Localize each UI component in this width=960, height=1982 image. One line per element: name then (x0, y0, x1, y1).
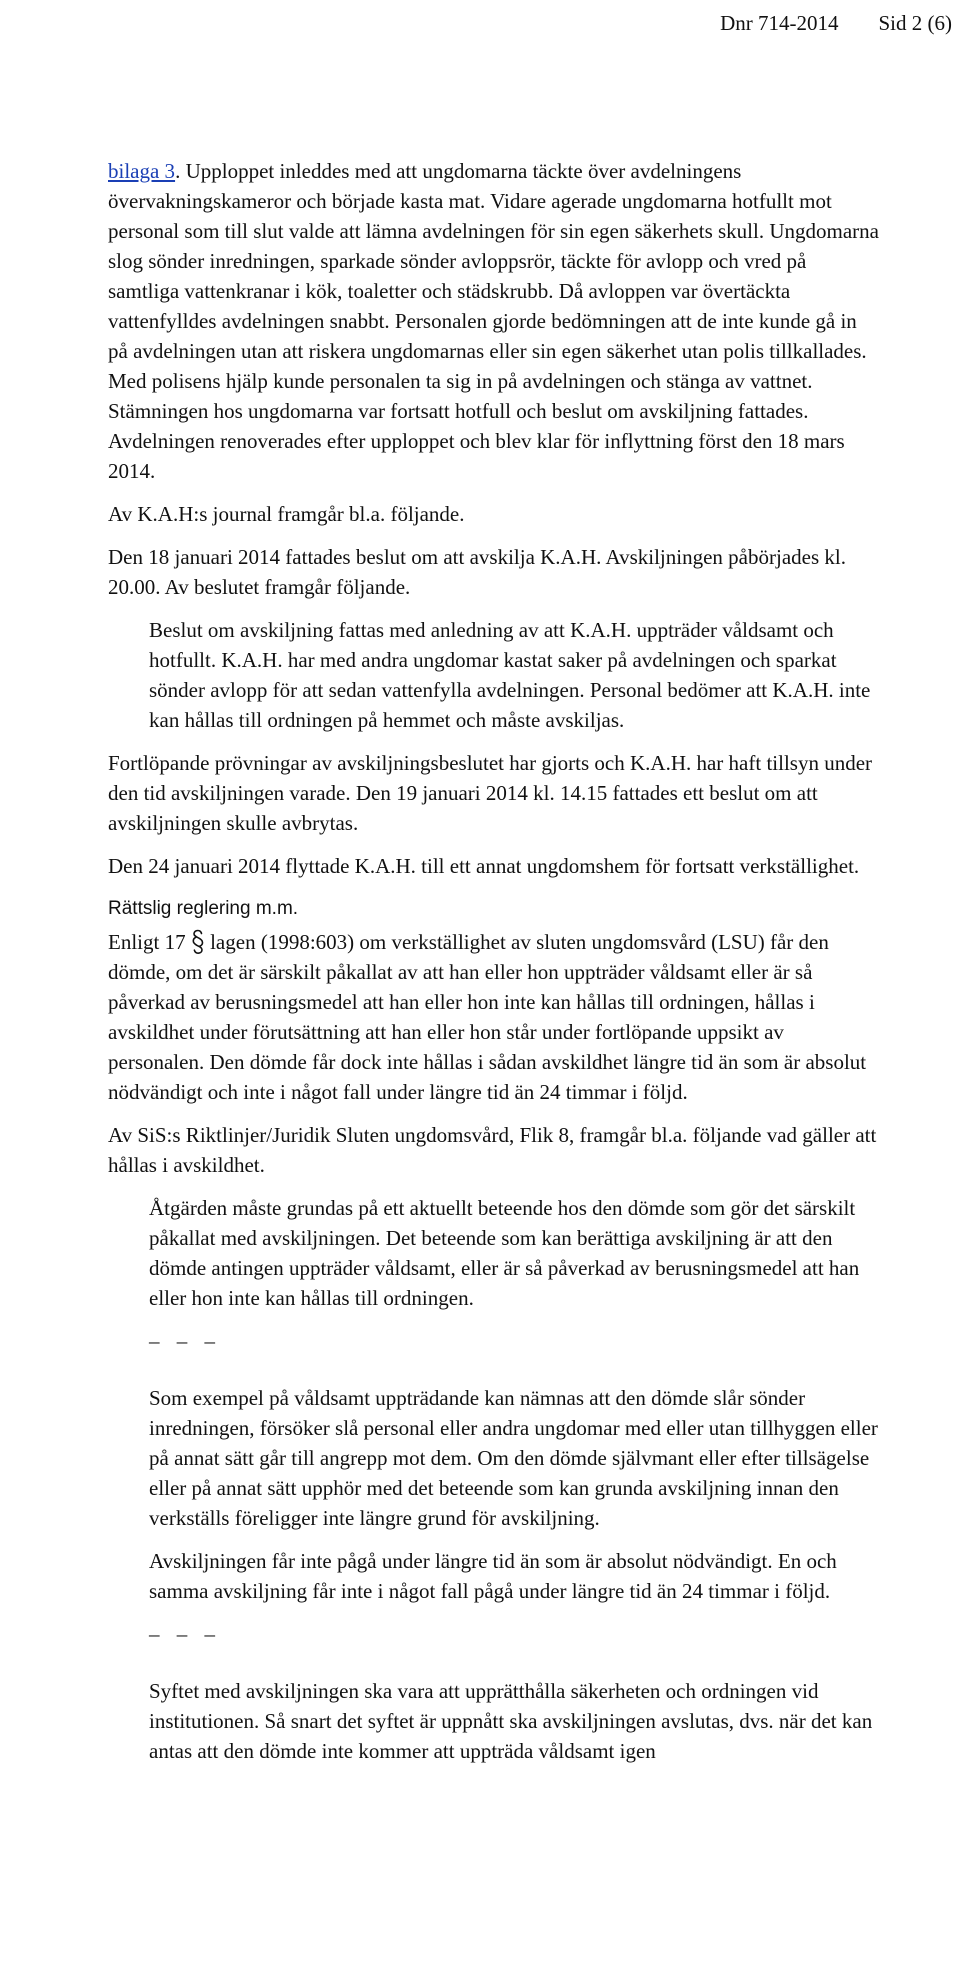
omission-marker: – – – (149, 1329, 221, 1353)
quote-purpose: Syftet med avskiljningen ska vara att upprätthålla säkerheten och ordningen vid institutionen. Så snart det syftet är uppnått ska avskiljningen avslutas, dvs. när det kan antas att den dömde inte kommer att uppträda våldsamt igen (149, 1679, 873, 1763)
paragraph-journal-intro: Av K.A.H:s journal framgår bl.a. följande. (108, 502, 465, 526)
omission-marker: – – – (149, 1622, 221, 1646)
quote-decision: Beslut om avskiljning fattas med anledning av att K.A.H. uppträder våldsamt och hotfullt. K.A.H. har med andra ungdomar kastat saker på avdelningen och sparkat sönder avlopp för att sedan vattenfylla avdelningen. Personal bedömer att K.A.H. inte kan hållas till ordningen på hemmet och måste avskiljas. (149, 618, 871, 732)
quote-violent-behaviour: Som exempel på våldsamt uppträdande kan nämnas att den dömde slår sönder inredningen, försöker slå personal eller andra ungdomar med eller utan tillhyggen eller på annat sätt går till angrepp mot dem. Om den dömde självmant eller efter tillsägelse eller på annat sätt upphör med det beteende som kan grunda avskiljning innan den verkställs föreligger inte längre grund för avskiljning. (149, 1386, 878, 1530)
paragraph-decision: Den 18 januari 2014 fattades beslut om att avskilja K.A.H. Avskiljningen påbörjades kl. 20.00. Av beslutet framgår följande. (108, 545, 846, 599)
page-number: Sid 2 (6) (878, 11, 952, 35)
attachment-link[interactable]: bilaga 3 (108, 159, 176, 183)
paragraph-reviews: Fortlöpande prövningar av avskiljningsbeslutet har gjorts och K.A.H. har haft tillsyn under den tid avskiljningen varade. Den 19 januari 2014 kl. 14.15 fattades ett beslut om att avskiljningen skulle avbrytas. (108, 751, 873, 835)
paragraph-guidelines: Av SiS:s Riktlinjer/Juridik Sluten ungdomsvård, Flik 8, framgår bl.a. följande vad gäller att hållas i avskildhet. (108, 1123, 877, 1177)
case-number: Dnr 714-2014 (720, 11, 839, 35)
page-header (720, 8, 952, 38)
paragraph-riot-text: . Upploppet inleddes med att ungdomarna täckte över avdelningens övervakningskameror och började kasta mat. Vidare agerade ungdomarna hotfullt mot personal som till slut valde att lämna avdelningen för sin egen säkerhets skull. Ungdomarna slog sönder inredningen, sparkade sönder avloppsrör, täckte för avlopp och vred på samtliga vattenkranar i kök, toaletter och städskrubb. Då avloppen var övertäckta vattenfylldes avdelningen snabbt. Personalen gjorde bedömningen att de inte kunde gå in på avdelningen utan att riskera ungdomarnas eller sin egen säkerhet utan polis tillkallades. Med polisens hjälp kunde personalen ta sig in på avdelningen och stänga av vattnet. Stämningen hos ungdomarna var fortsatt hotfull och beslut om avskiljning fattades. Avdelningen renoverades efter upploppet och blev klar för inflyttning först den 18 mars 2014. (108, 159, 879, 483)
quote-grounds: Åtgärden måste grundas på ett aktuellt beteende hos den dömde som gör det särskilt påkallat med avskiljningen. Det beteende som kan berättiga avskiljning är att den dömde antingen uppträder våldsamt, eller är så påverkad av berusningsmedel att han eller hon inte kan hållas till ordningen. (149, 1196, 860, 1310)
quote-duration: Avskiljningen får inte pågå under längre tid än som är absolut nödvändigt. En och samma avskiljning får inte i något fall pågå under längre tid än 24 timmar i följd. (149, 1549, 837, 1603)
document-body (108, 156, 880, 1779)
guidelines-quote (149, 1193, 880, 1766)
paragraph-riot (108, 156, 880, 486)
paragraph-transfer: Den 24 januari 2014 flyttade K.A.H. till ett annat ungdomshem för fortsatt verkställighet. (108, 854, 860, 878)
paragraph-law: Enligt 17 lagen (1998:603) om verkställighet av sluten ungdomsvård (LSU) får den dömde, om det är särskilt påkallat av att han eller hon uppträder våldsamt eller är så påverkad av berusningsmedel att han eller hon inte kan hållas till ordningen, hållas i avskildhet under förutsättning att han eller hon står under fortlöpande uppsikt av personalen. Den dömde får dock inte hållas i sådan avskildhet längre tid än som är absolut nödvändigt och inte i något fall under längre tid än 24 timmar i följd. (108, 930, 867, 1104)
section-sign-icon (191, 929, 205, 955)
section-heading: Rättslig reglering m.m. (108, 898, 299, 919)
